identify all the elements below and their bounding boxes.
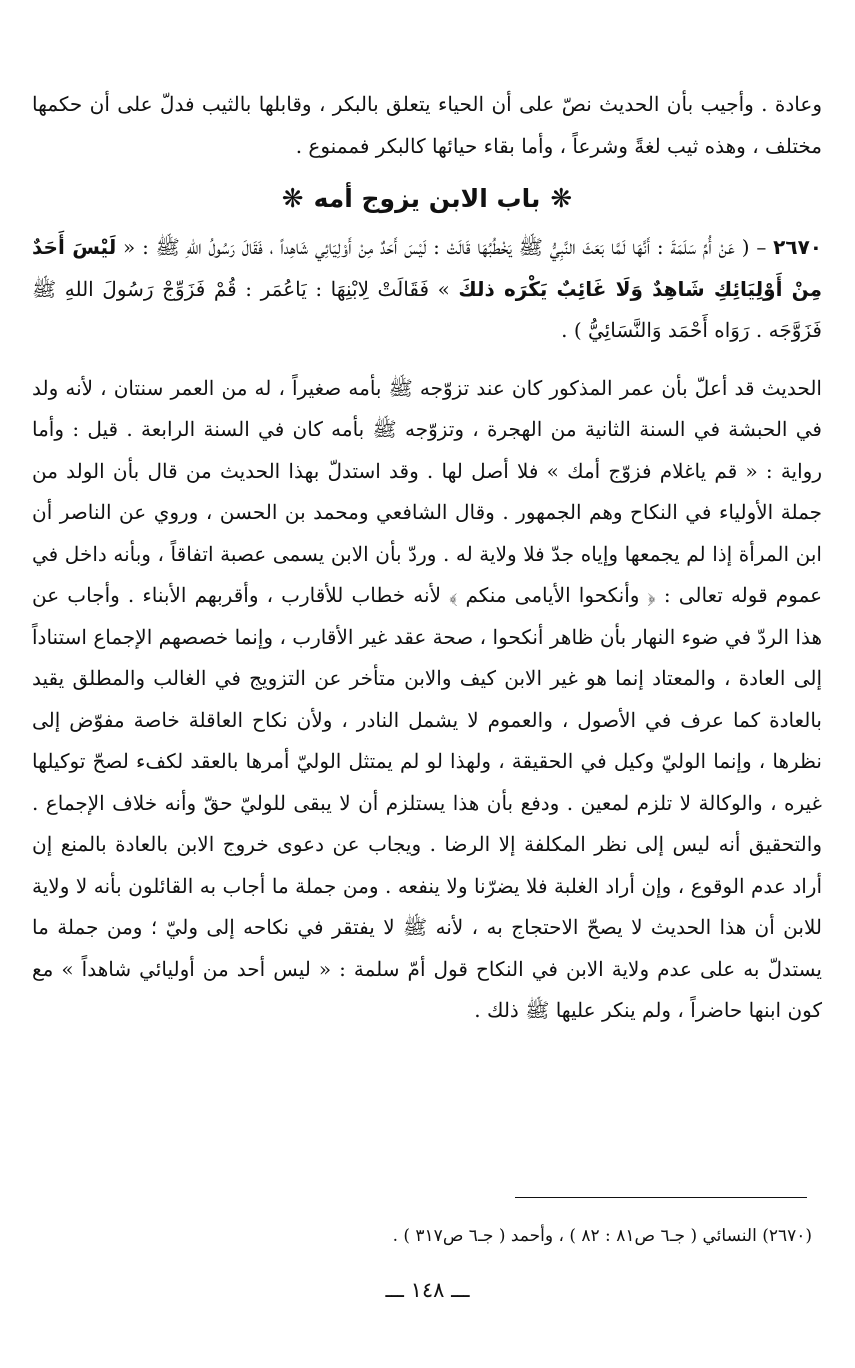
star-ornament-left: ❋ [281,184,304,214]
page-body [32,84,822,1032]
hadith-narration: ( عَنْ أُمِّ سَلَمَةَ : أَنَّهَا لَمَّا بَعَثَ النَّبِيُّ ﷺ يَخْطُبُهَا قَالَتْ : لَيْسَ أَحَدٌ مِنْ أَوْلِيَائِي شَاهِداً ، فَقَالَ رَسُولُ اللهِ ﷺ : « [116,235,750,259]
chapter-title: باب الابن يزوج أمه [313,184,541,213]
hadith-narration-end: » فَقَالَتْ لِابْنِهَا : يَاعُمَر : قُمْ فَزَوِّجْ رَسُولَ اللهِ ﷺ فَزَوَّجَه . رَوَاه أَحْمَد وَالنَّسَائِيُّ ) . [32,276,822,342]
hadith-text [32,227,822,352]
commentary-paragraph: الحديث قد أعلّ بأن عمر المذكور كان عند تزوّجه ﷺ بأمه صغيراً ، له من العمر سنتان ، لأنه ولد في الحبشة في السنة الثانية من الهجرة ، وتزوّجه ﷺ بأمه كان في السنة الرابعة . قيل : وأما رواية : « قم ياغلام فزوّج أمك » فلا أصل لها . وقد استدلّ بهذا الحديث من قال بأن الولد من جملة الأولياء في النكاح وهم الجمهور . وقال الشافعي ومحمد بن الحسن ، وروي عن الناصر أن ابن المرأة إذا لم يجمعها وإياه جدّ فلا ولاية له . وردّ بأن الابن يسمى عصبة اتفاقاً ، وبأنه داخل في عموم قوله تعالى : ﴿ وأنكحوا الأيامى منكم ﴾ لأنه خطاب للأقارب ، وأقربهم الأبناء . وأجاب عن هذا الردّ في ضوء النهار بأن ظاهر أنكحوا ، صحة عقد غير الأقارب ، وإنما خصصهم الإجماع استناداً إلى العادة ، والمعتاد إنما هو غير الابن كيف والابن متأخر عن التزويج في الغالب والمطلق يقيد بالعادة كما عرف في الأصول ، والعموم لا يشمل النادر ، ولأن نكاح العاقلة خاصة مفوّض إلى نظرها ، وإنما الوليّ وكيل في الحقيقة ، ولهذا لو لم يمتثل الوليّ أمرها بالعقد لكفء لصحّ توكيلها غيره ، والوكالة لا تلزم لمعين . ودفع بأن هذا يستلزم أن لا يبقى للوليّ حقّ وأنه خلاف الإجماع . والتحقيق أنه ليس إلى نظر المكلفة إلا الرضا . ويجاب عن دعوى خروج الابن بالعادة بالمنع إن أراد عدم الوقوع ، وإن أراد الغلبة فلا يضرّنا ولا ينفعه . ومن جملة ما أجاب به القائلون بأنه لا ولاية للابن أن هذا الحديث لا يصحّ الاحتجاج به ، لأنه ﷺ لا يفتقر في نكاحه إلى وليّ ؛ ومن جملة ما يستدلّ به على عدم ولاية الابن في النكاح قول أمّ سلمة : « ليس أحد من أوليائي شاهداً » مع كون ابنها حاضراً ، ولم ينكر عليها ﷺ ذلك . [32,375,822,1022]
footnote-divider [515,1197,807,1198]
footnote: (٢٦٧٠) النسائي ( جـ٦ ص٨١ : ٨٢ ) ، وأحمد ( جـ٦ ص٣١٧ ) . [392,1226,812,1246]
hadith-dash: – [749,235,774,259]
star-ornament-right: ❋ [550,184,573,214]
intro-paragraph: وعادة . وأجيب بأن الحديث نصّ على أن الحياء يتعلق بالبكر ، وقابلها بالثيب فدلّ على أن حكمها مختلف ، وهذه ثيب لغةً وشرعاً ، وأما بقاء حيائها كالبكر فممنوع . [32,92,822,158]
chapter-heading [32,179,822,219]
hadith-prophet-quote: لَيْسَ أَحَدٌ مِنْ أَوْلِيَائِكِ شَاهِدٌ وَلَا غَائِبٌ يَكْرَه ذلكَ [32,235,822,301]
page-number: ـــ ١٤٨ ـــ [385,1278,470,1302]
hadith-number: ٢٦٧٠ [773,235,822,259]
